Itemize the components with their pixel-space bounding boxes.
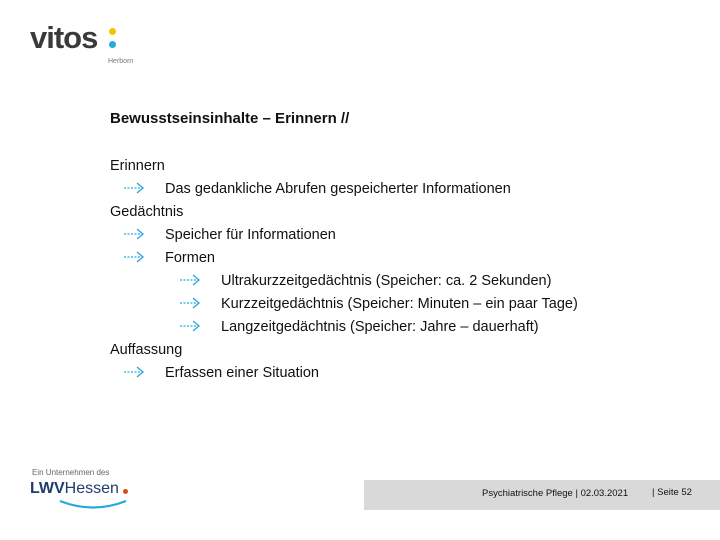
list-item [110,318,578,341]
arrow-bullet-icon [123,365,147,379]
footer-text: Psychiatrische Pflege | 02.03.2021 [482,488,629,499]
list-item-text: Erinnern [110,158,165,174]
list-item-text: Ultrakurzzeitgedächtnis (Speicher: ca. 2 Sekunden) [221,273,552,289]
list-item [110,295,578,318]
list-item [110,157,578,180]
arrow-bullet-icon [179,319,203,333]
logo-wordmark: vitos [30,20,98,55]
list-item [110,249,578,272]
lwv-wordmark-rest: Hessen [64,480,119,497]
logo-colon-mark [109,28,117,50]
logo-dot-blue [109,41,116,48]
lwv-hessen-logo [30,468,150,516]
arrow-bullet-icon [123,250,147,264]
lwv-wordmark-bold: LWV [30,480,65,497]
lwv-swoosh-icon [58,498,128,512]
arrow-bullet-icon [123,181,147,195]
page-number: | Seite 52 [652,487,692,498]
logo-subtitle: Herborn [108,58,134,65]
list-item-text: Formen [165,250,215,266]
list-item-text: Gedächtnis [110,204,184,220]
slide-title: Bewusstseinsinhalte – Erinnern // [110,110,350,127]
arrow-bullet-icon [123,227,147,241]
list-item-text: Auffassung [110,342,183,358]
list-item-text: Erfassen einer Situation [165,365,319,381]
list-item [110,272,578,295]
list-item-text: Speicher für Informationen [165,227,336,243]
list-item [110,203,578,226]
lwv-tagline: Ein Unternehmen des [32,468,110,477]
list-item [110,180,578,203]
list-item [110,364,578,387]
lwv-dot [123,489,128,494]
lwv-wordmark [30,480,119,498]
slide-content [110,157,578,387]
list-item-text: Kurzzeitgedächtnis (Speicher: Minuten – ein paar Tage) [221,296,578,312]
vitos-logo [30,18,160,70]
list-item [110,226,578,249]
arrow-bullet-icon [179,296,203,310]
logo-dot-yellow [109,28,116,35]
list-item [110,341,578,364]
arrow-bullet-icon [179,273,203,287]
list-item-text: Das gedankliche Abrufen gespeicherter Informationen [165,181,511,197]
list-item-text: Langzeitgedächtnis (Speicher: Jahre – dauerhaft) [221,319,539,335]
